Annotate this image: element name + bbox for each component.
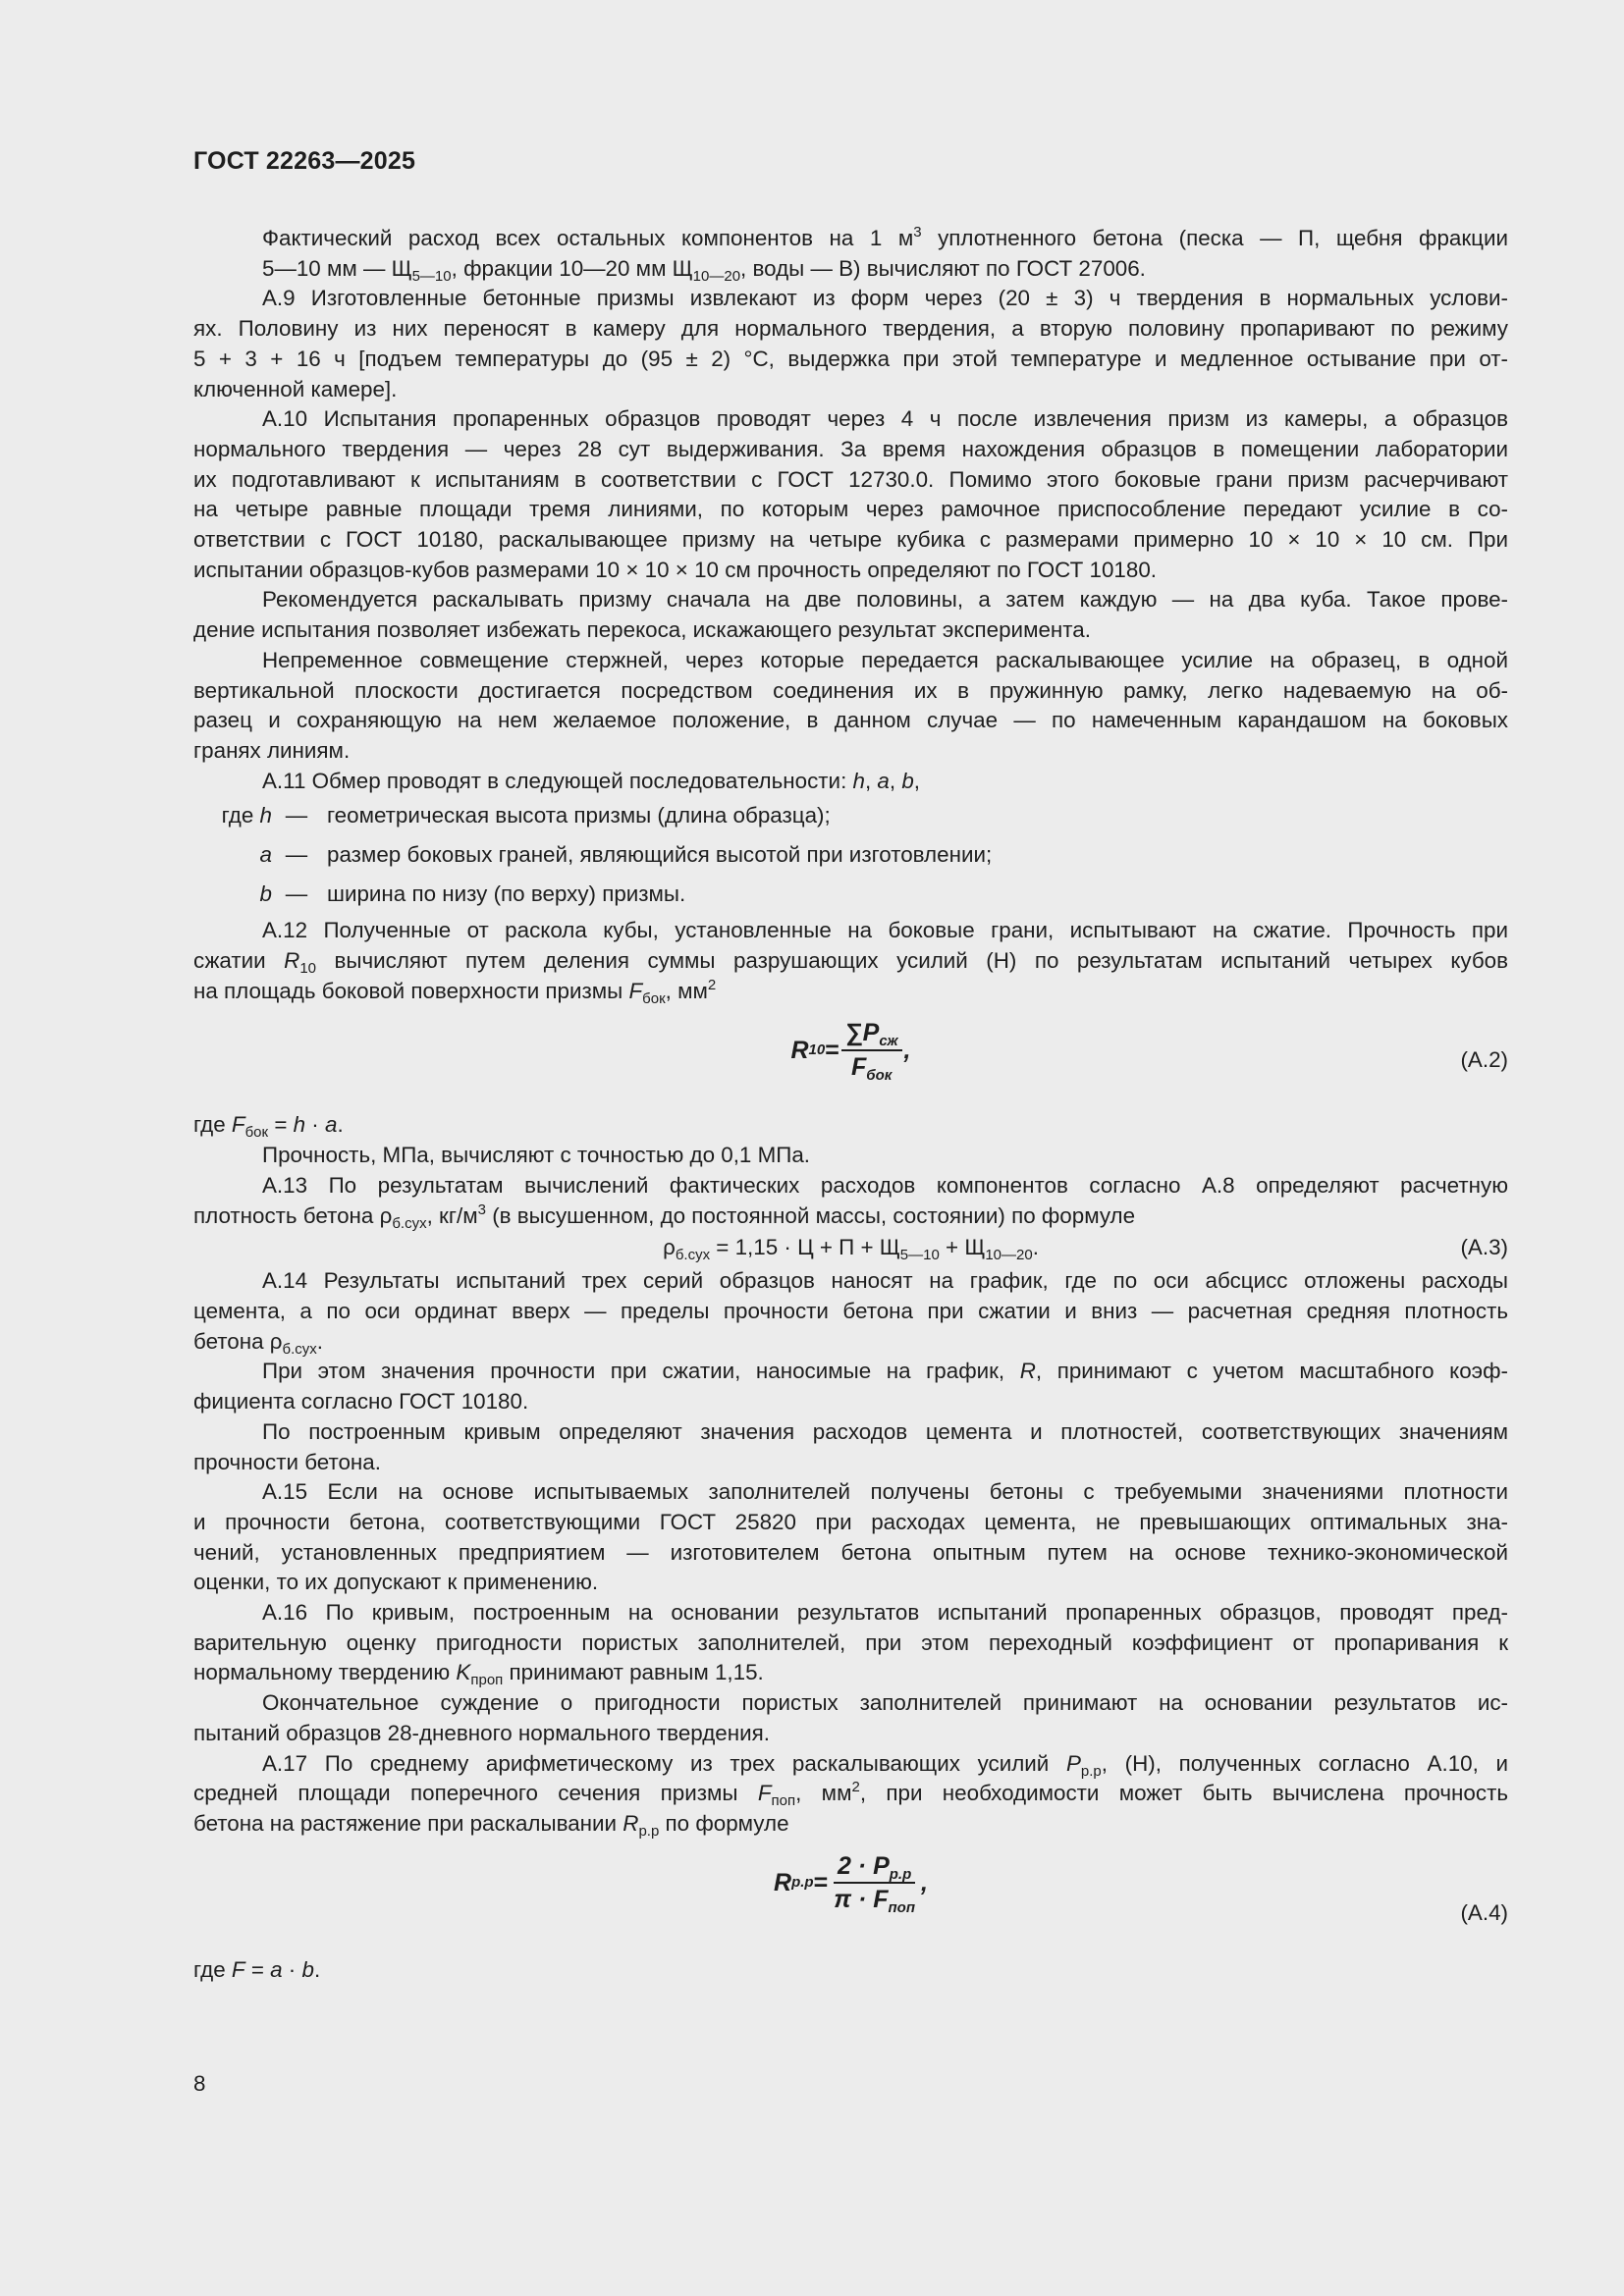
paragraph-rod-alignment: Непременное совмещение стержней, через которые передается раскалывающее усилие на образец, в одной вертикальной плоскости достигается посредством соединения их в пружинную рамку, легко надеваемую на об- разец и сохраняющую на нем желаемое положение, в данном случае — по намеченным карандашом на боковых гранях линиям. — [193, 647, 1508, 763]
clause-a14: А.14 Результаты испытаний трех серий образцов наносят на график, где по оси абсцисс отложены расходы цемента, а по оси ординат вверх — пределы прочности бетона при сжатии и вниз — расчетная средняя плотность бетона $\rho_{б.сух}$. — [193, 1268, 1508, 1358]
formula-a3: $\rho_{б.сух} = 1,15 \cdot Ц + П + Щ_{5—10} + Щ_{10—20}$. (А.3) — [663, 1235, 1508, 1264]
paragraph-curves: По построенным кривым определяют значения расходов цемента и плотностей, соответствующих значениям прочности бетона. — [193, 1418, 1508, 1474]
fraction-a4: $\frac{2 \cdot P_{р.р}}{\pi \cdot F_{поп}}$ — [834, 1851, 915, 1917]
clause-a10: А.10 Испытания пропаренных образцов проводят через 4 ч после извлечения призм из камеры, а образцов нормального твердения — через 28 сут выдерживания. За время нахождения образцов в помещении лаборатории их подготавливают к испытаниям в соответствии с ГОСТ 12730.0. Помимо этого боковые грани призм расчерчивают на четыре равные площади тремя линиями, по которым через рамочное приспособление передают усилие в со- ответствии с ГОСТ 10180, раскалывающее призму на четыре кубика с размерами примерно 10 × 10 × 10 см. При испытании образцов-кубов размерами 10 × 10 × 10 см прочность определяют по ГОСТ 10180. — [193, 406, 1508, 582]
clause-a16: А.16 По кривым, построенным на основании результатов испытаний пропаренных образцов, проводят пред- варительную оценку пригодности пористых заполнителей, при этом переходный коэффициент от пропаривания к нормальному твердению $K_{проп}$ принимают равным 1,15. — [193, 1600, 1508, 1689]
paragraph-final-judgment: Окончательное суждение о пригодности пористых заполнителей принимают на основании результатов ис- пытаний образцов 28-дневного нормального твердения. — [193, 1690, 1508, 1745]
document-body — [193, 224, 1508, 1985]
formula-a2: R 10 = $\frac{\sum P_{сж}}{F_{бок}}$ , (А.2) — [790, 1019, 1508, 1085]
paragraph-scale-factor: При этом значения прочности при сжатии, наносимые на график, R, принимают с учетом масштабного коэф- фициента согласно ГОСТ 10180. — [193, 1359, 1508, 1415]
clause-a17: А.17 По среднему арифметическому из трех раскалывающих усилий $P_{р.р}$, (Н), полученных согласно А.10, и средней площади поперечного сечения призмы $F_{поп}$, $мм^2$, при необходимости может быть вычислена прочность бетона на растяжение при раскалывании $R_{р.р}$ по формуле — [193, 1750, 1508, 1840]
definition-h: где h — геометрическая высота призмы (длина образца); — [221, 803, 831, 828]
formula-a4: R р.р = $\frac{2 \cdot P_{р.р}}{\pi \cdot F_{поп}}$ , (А.4) — [193, 1840, 1508, 1955]
page-number: 8 — [193, 2071, 206, 2096]
where-f: где F = a · b. — [193, 1956, 321, 1982]
formula-number-a4: (А.4) — [1460, 1899, 1508, 1925]
clause-a9: А.9 Изготовленные бетонные призмы извлекают из форм через (20 ± 3) ч твердения в нормальных услови- ях. Половину из них переносят в камеру для нормального твердения, а вторую половину пропаривают по режиму 5 + 3 + 16 ч [подъем температуры до (95 ± 2) °С, выдержка при этой температуре и медленное остывание при от- ключенной камере]. — [193, 286, 1508, 401]
fraction-a2: $\frac{\sum P_{сж}}{F_{бок}}$ — [841, 1018, 902, 1082]
standard-header: ГОСТ 22263—2025 — [193, 147, 416, 175]
paragraph-consumption: Фактический расход всех остальных компонентов на 1 $м^3$ уплотненного бетона (песка — П, щебня фракции 5—10 мм — $Щ_{5—10}$, фракции 10—20 мм $Щ_{10—20}$, воды — В) вычисляют по ГОСТ 27006. — [262, 224, 1508, 285]
clause-a11: А.11 Обмер проводят в следующей последовательности: h, a, b, — [262, 768, 921, 793]
variable-definitions — [184, 796, 1508, 914]
definition-b: b — ширина по низу (по верху) призмы. — [259, 881, 686, 906]
formula-number-a3: (А.3) — [1460, 1235, 1508, 1260]
paragraph-recommendation: Рекомендуется раскалывать призму сначала на две половины, а затем каждую — на два куба. Такое прове- дение испытания позволяет избежать перекоса, искажающего результат эксперимента. — [193, 587, 1508, 643]
clause-a15: А.15 Если на основе испытываемых заполнителей получены бетоны с требуемыми значениями плотности и прочности бетона, соответствующими ГОСТ 25820 при расходах цемента, не превышающих оптимальных зна- чений, установленных предприятием — изготовителем бетона опытным путем на основе технико-экономической оценки, то их допускают к применению. — [193, 1479, 1508, 1595]
clause-a12: А.12 Полученные от раскола кубы, установленные на боковые грани, испытывают на сжатие. Прочность при сжатии $R_{10}$ вычисляют путем деления суммы разрушающих усилий (Н) по результатам испытаний четырех кубов на площадь боковой поверхности призмы $F_{бок}$, $мм^2$ — [193, 918, 1508, 1007]
definition-a: a — размер боковых граней, являющийся высотой при изготовлении; — [259, 842, 993, 867]
where-fbok: где $F_{бок} = h \cdot a$. — [193, 1112, 344, 1142]
clause-a13: А.13 По результатам вычислений фактических расходов компонентов согласно А.8 определяют расчетную плотность бетона $\rho_{б.сух}$, $кг/м^3$ (в высушенном, до постоянной массы, состоянии) по формуле — [193, 1172, 1508, 1232]
paragraph-precision: Прочность, МПа, вычисляют с точностью до 0,1 МПа. — [262, 1143, 811, 1168]
formula-number-a2: (А.2) — [1460, 1047, 1508, 1073]
